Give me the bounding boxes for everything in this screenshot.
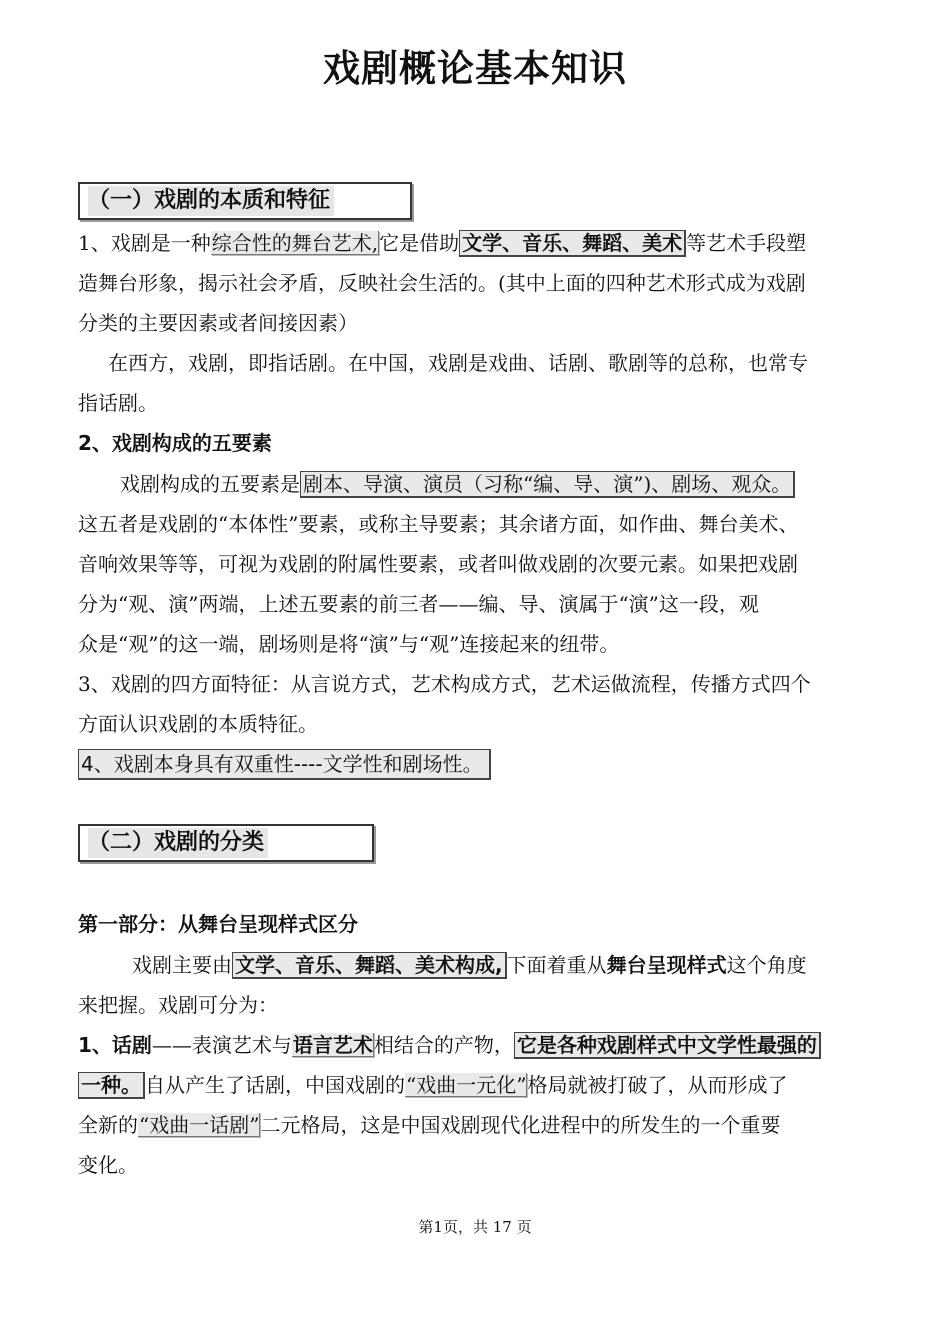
text: 格局就被打破了，从而形成了: [527, 1073, 788, 1097]
highlight-one-kind: 一种。: [78, 1072, 145, 1099]
paragraph-3-line-1: [120, 470, 795, 498]
highlight-most-literary: 它是各种戏剧样式中文学性最强的: [514, 1032, 821, 1059]
highlight-five-elements: 剧本、导演、演员（习称“编、导、演”)、剧场、观众。: [300, 471, 795, 498]
text: 下面着重从: [506, 953, 607, 977]
text: 它是借助: [379, 231, 460, 255]
text: 这个角度: [726, 953, 807, 977]
text: 1、戏剧是一种: [78, 231, 211, 255]
text: 相结合的产物，: [373, 1033, 514, 1057]
bold-stage-style: 舞台呈现样式: [606, 953, 727, 977]
highlight-art-forms: 文学、音乐、舞蹈、美术: [459, 230, 686, 257]
paragraph-3-line-4: 分为“观、演”两端，上述五要素的前三者——编、导、演属于“演”这一段，观: [78, 592, 759, 616]
text: ——表演艺术与: [151, 1033, 292, 1057]
text: 二元格局，这是中国戏剧现代化进程中的所发生的一个重要: [260, 1113, 781, 1137]
spoken-drama-label: 1、话剧: [78, 1033, 152, 1057]
highlight-duality: 4、戏剧本身具有双重性----文学性和剧场性。: [78, 749, 491, 780]
part-one-heading: 第一部分：从舞台呈现样式区分: [78, 912, 358, 936]
spoken-drama-line-1: [78, 1031, 821, 1059]
paragraph-1-line-2: 造舞台形象，揭示社会矛盾，反映社会生活的。(其中上面的四种艺术形式成为戏剧: [78, 271, 806, 295]
text: 等艺术手段塑: [686, 231, 807, 255]
spoken-drama-line-3: [78, 1111, 780, 1139]
document-title: 戏剧概论基本知识: [323, 47, 627, 90]
text: 全新的: [78, 1113, 138, 1137]
page-footer: 第1页，共 17 页: [418, 1218, 532, 1236]
paragraph-3-line-3: 音响效果等等，可视为戏剧的附属性要素，或者叫做戏剧的次要元素。如果把戏剧: [78, 552, 798, 576]
section-heading-2-text: （二）戏剧的分类: [88, 828, 268, 858]
text: 戏剧构成的五要素是: [120, 472, 300, 496]
text: 自从产生了话剧，中国戏剧的: [145, 1073, 405, 1097]
quote-opera-monism: “戏曲一元化”: [406, 1073, 527, 1097]
paragraph-2-line-2: 指话剧。: [78, 391, 158, 415]
section-heading-1-text: （一）戏剧的本质和特征: [88, 186, 334, 216]
spoken-drama-line-4: 变化。: [78, 1153, 138, 1177]
paragraph-2-line-1: 在西方，戏剧，即指话剧。在中国，戏剧是戏曲、话剧、歌剧等的总称，也常专: [108, 351, 808, 375]
text: 戏剧主要由: [132, 953, 232, 977]
highlight-comprehensive-art: 综合性的舞台艺术,: [211, 231, 379, 255]
paragraph-3-line-5: 众是“观”的这一端，剧场则是将“演”与“观”连接起来的纽带。: [78, 632, 620, 656]
classification-paragraph-line-1: [132, 951, 807, 979]
highlight-language-art: 语言艺术: [292, 1033, 373, 1057]
subheading-five-elements: 2、戏剧构成的五要素: [78, 431, 272, 455]
paragraph-1-line-3: 分类的主要因素或者间接因素）: [78, 311, 358, 335]
paragraph-1-line-1: [78, 229, 806, 257]
section-heading-1: [78, 182, 412, 220]
paragraph-4-line-1: 3、戏剧的四方面特征：从言说方式，艺术构成方式，艺术运做流程，传播方式四个: [78, 672, 811, 696]
classification-paragraph-line-2: 来把握。戏剧可分为：: [78, 993, 278, 1017]
paragraph-5: [78, 750, 491, 778]
paragraph-4-line-2: 方面认识戏剧的本质特征。: [78, 712, 318, 736]
highlight-composition: 文学、音乐、舞蹈、美术构成,: [232, 952, 507, 979]
spoken-drama-line-2: [78, 1071, 787, 1099]
quote-opera-drama-dualism: “戏曲一话剧”: [139, 1113, 260, 1137]
paragraph-3-line-2: 这五者是戏剧的“本体性”要素，或称主导要素；其余诸方面，如作曲、舞台美术、: [78, 512, 799, 536]
section-heading-2: [78, 824, 374, 862]
